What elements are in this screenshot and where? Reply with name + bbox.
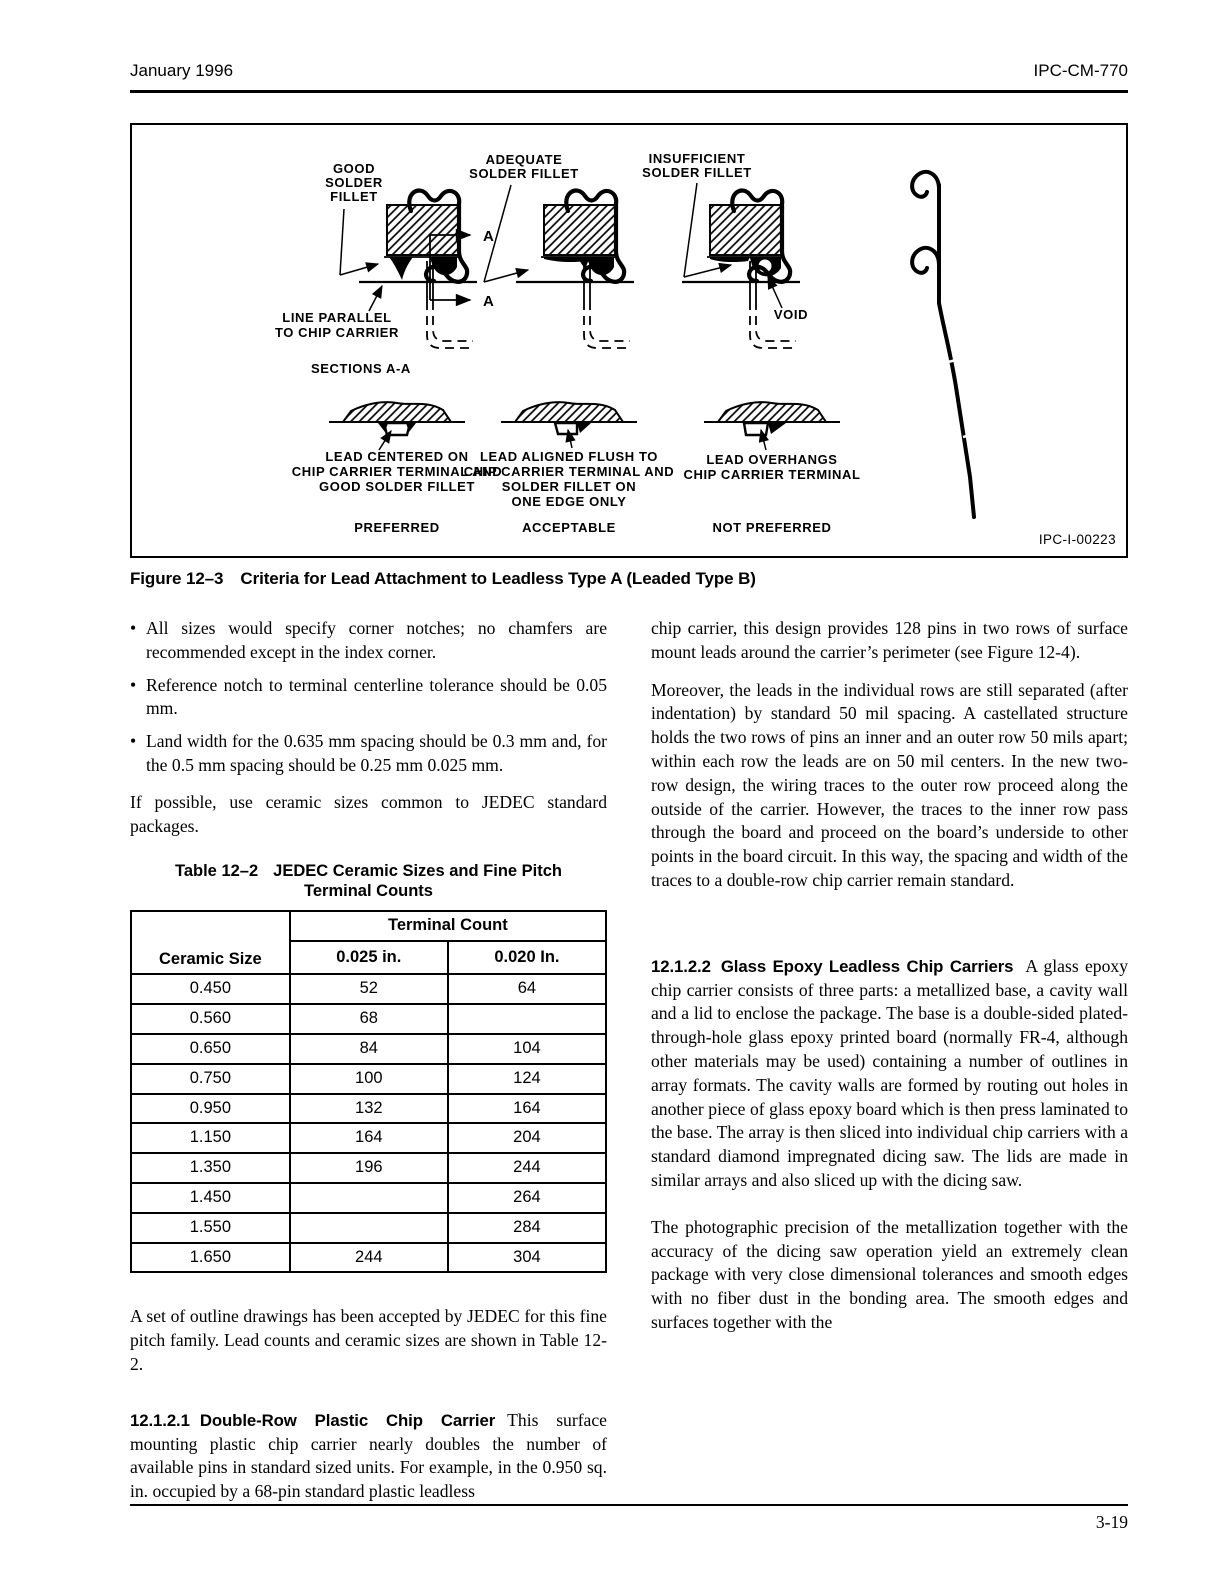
body-columns	[130, 617, 1128, 1504]
not-preferred-label: NOT PREFERRED	[712, 520, 832, 535]
header-doc-id: IPC-CM-770	[1033, 61, 1128, 80]
table-row	[131, 1243, 606, 1273]
page-footer	[130, 1504, 1128, 1533]
section-a-label-top: A	[483, 228, 494, 245]
table-row	[131, 1094, 606, 1124]
header-date: January 1996	[130, 61, 234, 80]
table-header-terminal-count: Terminal Count	[290, 911, 606, 941]
table-cell: 1.650	[131, 1243, 290, 1273]
bullet-list	[130, 617, 607, 778]
table-cell: 132	[290, 1094, 448, 1124]
table-row	[131, 1034, 606, 1064]
table-cell: 304	[448, 1243, 606, 1273]
paragraph-photographic: The photographic precision of the metallization together with the accuracy of the dicing saw operation yield an extremely clean package with very close dimensional tolerances and smooth edges with no fiber dust in the bonding area. The smooth edges and surfaces together with the	[651, 1216, 1128, 1332]
centered-label-1: LEAD CENTERED ON	[325, 449, 469, 464]
insufficient-fillet-label-1: INSUFFICIENT	[648, 151, 746, 166]
table-cell: 0.950	[131, 1094, 290, 1124]
section-12122	[651, 955, 1128, 1193]
bullet-item: • Land width for the 0.635 mm spacing should be 0.3 mm and, for the 0.5 mm spacing should be 0.25 mm 0.025 mm.	[130, 730, 607, 778]
paragraph-chip-carrier: chip carrier, this design provides 128 pins in two rows of surface mount leads around the carrier’s perimeter (see Figure 12-4).	[651, 618, 1128, 662]
table-header-025: 0.025 in.	[290, 941, 448, 974]
preferred-label: PREFERRED	[354, 520, 440, 535]
section-12122-title: Glass Epoxy Leadless Chip Carriers	[720, 956, 1014, 976]
table-row	[131, 1064, 606, 1094]
table-cell: 68	[290, 1004, 448, 1034]
section-12121-number: 12.1.2.1	[130, 1410, 190, 1430]
table-cell: 284	[448, 1213, 606, 1243]
page-header	[130, 0, 1128, 93]
table-cell: 1.550	[131, 1213, 290, 1243]
centered-label-3: GOOD SOLDER FILLET	[319, 479, 475, 494]
paragraph-outline-drawings: A set of outline drawings has been accepted by JEDEC for this fine pitch family. Lead counts and ceramic sizes are shown in Table 12-2.	[130, 1306, 607, 1374]
section-12122-body: A glass epoxy chip carrier consists of three parts: a metallized base, a cavity wall and a lid to enclose the package. The base is a double-sided plated-through-hole glass epoxy printed board (normally FR-4, although other materials may be used) containing a number of outlines in array formats. The cavity walls are formed by routing out holes in another piece of glass epoxy board which is then press laminated to the base. The array is then sliced into individual chip carriers with a standard diamond impregnated dicing saw. The lids are made in similar arrays and also sliced up with the dicing saw.	[651, 955, 1128, 1190]
table-row	[131, 1004, 606, 1034]
table-header-020: 0.020 In.	[448, 941, 606, 974]
figure-caption	[130, 569, 1128, 589]
table-header-ceramic-size: Ceramic Size	[131, 911, 290, 974]
sections-a-a-label: SECTIONS A-A	[311, 361, 411, 376]
table-cell: 64	[448, 974, 606, 1004]
insufficient-fillet-label-2: SOLDER FILLET	[642, 165, 752, 180]
table-cell: 0.560	[131, 1004, 290, 1034]
flush-label-1: LEAD ALIGNED FLUSH TO	[480, 449, 658, 464]
page-number: 3-19	[1095, 1512, 1128, 1532]
table-row	[131, 1153, 606, 1183]
table-cell: 124	[448, 1064, 606, 1094]
table-cell: 244	[290, 1243, 448, 1273]
adequate-fillet-label-1: ADEQUATE	[485, 152, 563, 167]
table-cell: 204	[448, 1123, 606, 1153]
good-fillet-label-3: FILLET	[330, 189, 378, 204]
section-a-label-bottom: A	[483, 293, 494, 310]
section-12121-body: This surface mounting plastic chip carrier nearly doubles the number of available pins in standard sized units. For example, in the 0.950 sq. in. occupied by a 68-pin standard plastic leadless	[130, 1409, 607, 1502]
bullet-item: • All sizes would specify corner notches; no chamfers are recommended except in the index corner.	[130, 617, 607, 665]
table-title-text: JEDEC Ceramic Sizes and Fine Pitch	[273, 862, 563, 881]
table-cell: 104	[448, 1034, 606, 1064]
figure-caption-label: Figure 12–3	[130, 569, 224, 588]
overhang-label-2: CHIP CARRIER TERMINAL	[683, 467, 861, 482]
table-cell	[290, 1183, 448, 1213]
left-column	[130, 617, 607, 1504]
flush-label-3: SOLDER FILLET ON	[501, 479, 637, 494]
table-header-row	[131, 911, 606, 941]
line-parallel-label-1: LINE PARALLEL	[282, 310, 392, 325]
table-row	[131, 1183, 606, 1213]
table-title-label: Table 12–2	[174, 862, 259, 881]
section-view-centered	[329, 402, 465, 450]
table-title-line2: Terminal Counts	[304, 882, 433, 901]
table-cell: 52	[290, 974, 448, 1004]
table-row	[131, 1123, 606, 1153]
figure-credit: IPC-I-00223	[1038, 532, 1116, 547]
table-cell: 264	[448, 1183, 606, 1213]
table-cell	[448, 1004, 606, 1034]
figure-12-3-drawing	[132, 125, 1125, 556]
section-view-overhang	[704, 402, 840, 450]
void-label: VOID	[773, 307, 809, 322]
section-view-flush	[501, 402, 637, 448]
table-12-2-block	[130, 861, 607, 1273]
section-12121	[130, 1409, 607, 1504]
good-fillet-label-2: SOLDER	[325, 175, 383, 190]
flush-label-2: CHIP CARRIER TERMINAL AND	[463, 464, 675, 479]
centered-label-2: CHIP CARRIER TERMINAL AND	[291, 464, 503, 479]
cross-section-adequate	[516, 191, 634, 348]
section-12121-title: Double-Row Plastic Chip Carrier	[199, 1410, 496, 1430]
table-cell: 196	[290, 1153, 448, 1183]
table-cell: 84	[290, 1034, 448, 1064]
cross-section-insufficient	[682, 191, 800, 348]
jedec-table	[130, 910, 607, 1273]
table-cell: 0.750	[131, 1064, 290, 1094]
table-cell: 1.450	[131, 1183, 290, 1213]
lead-clip-profile	[912, 172, 974, 517]
acceptable-label: ACCEPTABLE	[522, 520, 616, 535]
paragraph-jedec-sizes: If possible, use ceramic sizes common to JEDEC standard packages.	[130, 791, 607, 836]
table-cell: 0.450	[131, 974, 290, 1004]
table-title	[130, 861, 607, 901]
table-cell: 1.150	[131, 1123, 290, 1153]
table-cell: 164	[448, 1094, 606, 1124]
bullet-item: • Reference notch to terminal centerline tolerance should be 0.05 mm.	[130, 674, 607, 722]
table-cell	[290, 1213, 448, 1243]
line-parallel-label-2: TO CHIP CARRIER	[274, 325, 400, 340]
table-cell: 1.350	[131, 1153, 290, 1183]
paragraph-moreover: Moreover, the leads in the individual rows are still separated (after indentation) by standard 50 mil spacing. A castellated structure holds the two rows of pins an inner and an outer row 50 mils apart; within each row the leads are on 50 mil centers. In the new two-row design, the wiring traces to the outer row proceed along the outside of the carrier. However, the traces to the inner row pass through the board and proceed on the board’s underside to other points in the board circuit. In this way, the spacing and width of the traces to a double-row chip carrier remain standard.	[651, 679, 1128, 890]
overhang-label-1: LEAD OVERHANGS	[706, 452, 838, 467]
flush-label-4: ONE EDGE ONLY	[511, 494, 627, 509]
table-cell: 100	[290, 1064, 448, 1094]
section-12122-number: 12.1.2.2	[651, 956, 711, 976]
table-row	[131, 974, 606, 1004]
table-cell: 164	[290, 1123, 448, 1153]
table-cell: 244	[448, 1153, 606, 1183]
adequate-fillet-label-2: SOLDER FILLET	[469, 166, 579, 181]
figure-caption-text: Criteria for Lead Attachment to Leadless Type A (Leaded Type B)	[240, 569, 756, 588]
right-column	[651, 617, 1128, 1504]
table-cell: 0.650	[131, 1034, 290, 1064]
table-row	[131, 1213, 606, 1243]
figure-12-3	[130, 123, 1128, 558]
good-fillet-label-1: GOOD	[332, 161, 376, 176]
